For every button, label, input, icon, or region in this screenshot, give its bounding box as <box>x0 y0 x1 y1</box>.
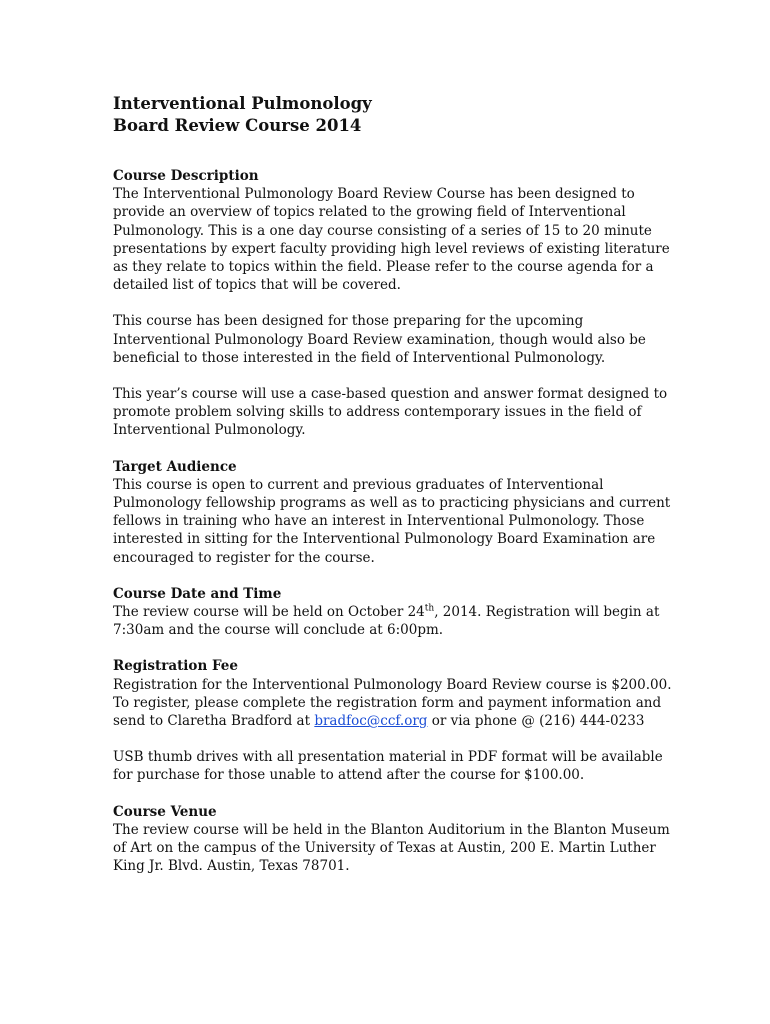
title-line-1: Interventional Pulmonology <box>113 94 372 113</box>
date-text-before: The review course will be held on October 24 <box>113 604 425 621</box>
section-course-description <box>113 167 673 440</box>
title-spacer <box>113 137 673 167</box>
date-text-after: , 2014. Registration will begin at 7:30am and the course will conclude at 6:00pm. <box>113 604 660 639</box>
section-target-audience <box>113 458 673 567</box>
registration-text-before-email: Registration for the Interventional Pulmonology Board Review course is $200.00. To register, please complete the registration form and payment information and send to Claretha Bradford at <box>113 676 672 730</box>
registration-text-after-email: or via phone @ (216) 444-0233 <box>427 713 645 730</box>
section-registration-fee <box>113 657 673 784</box>
course-date-time-heading: Course Date and Time <box>113 585 282 602</box>
target-audience-heading: Target Audience <box>113 458 237 475</box>
document-title <box>113 93 673 137</box>
section-course-venue <box>113 803 673 876</box>
date-ordinal-suffix: th <box>424 603 435 614</box>
course-description-paragraph-1: The Interventional Pulmonology Board Review Course has been designed to provide an overview of topics related to the growing field of Interventional Pulmonology. This is a one day course consisting of a series of 15 to 20 minute presentations by expert faculty providing high level reviews of existing literature as they relate to topics within the field. Please refer to the course agenda for a detailed list of topics that will be covered. <box>113 186 670 294</box>
title-line-2: Board Review Course 2014 <box>113 116 362 135</box>
registration-fee-paragraph-1 <box>113 676 673 731</box>
email-link[interactable]: bradfoc@ccf.org <box>314 713 428 730</box>
course-venue-paragraph: The review course will be held in the Blanton Auditorium in the Blanton Museum of Art on the campus of the University of Texas at Austin, 200 E. Martin Luther King Jr. Blvd. Austin, Texas 78701. <box>113 821 670 875</box>
target-audience-paragraph: This course is open to current and previous graduates of Interventional Pulmonology fellowship programs as well as to practicing physicians and current fellows in training who have an interest in Interventional Pulmonology. Those interested in sitting for the Interventional Pulmonology Board Examination are encouraged to register for the course. <box>113 476 671 566</box>
document-page <box>113 93 673 894</box>
registration-fee-paragraph-2: USB thumb drives with all presentation material in PDF format will be available for purchase for those unable to attend after the course for $100.00. <box>113 749 663 784</box>
course-description-heading: Course Description <box>113 168 259 184</box>
course-description-paragraph-2: This course has been designed for those preparing for the upcoming Interventional Pulmonology Board Review examination, though would also be beneficial to those interested in the field of Interventional Pulmonology. <box>113 313 646 366</box>
course-venue-heading: Course Venue <box>113 803 217 820</box>
course-description-paragraph-3: This year’s course will use a case-based question and answer format designed to promote problem solving skills to address contemporary issues in the field of Interventional Pulmonology. <box>113 386 668 439</box>
section-course-date-time <box>113 585 673 640</box>
registration-fee-heading: Registration Fee <box>113 658 238 675</box>
course-date-time-paragraph <box>113 603 673 639</box>
